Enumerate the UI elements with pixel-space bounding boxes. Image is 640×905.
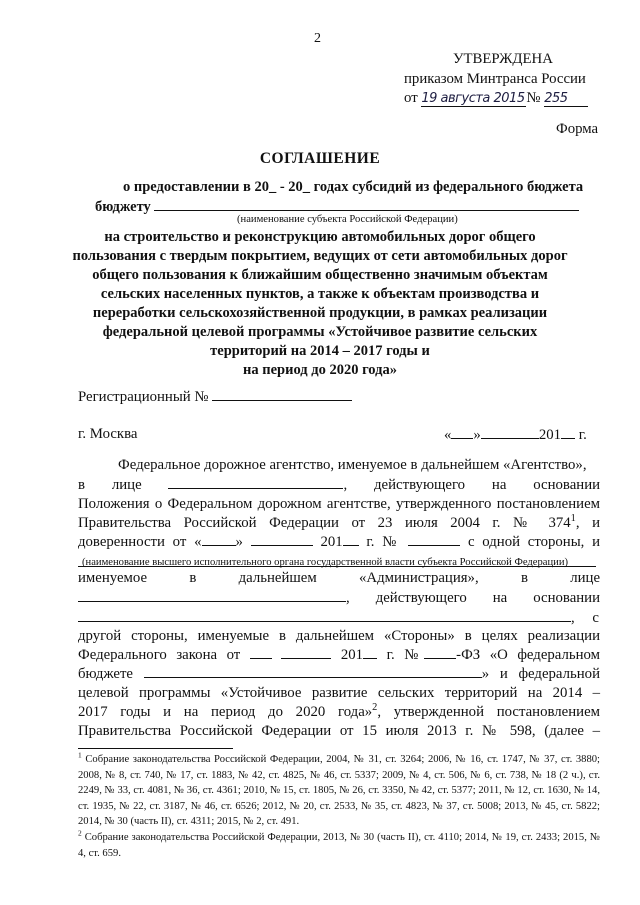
date-year-suffix: г. bbox=[578, 427, 587, 443]
date-close-quote: » bbox=[473, 427, 481, 443]
p2-l2-w3: основании bbox=[533, 590, 601, 606]
p1-l4-b: , и bbox=[575, 515, 600, 531]
p2-l6-b: » и федеральной bbox=[481, 666, 600, 682]
para2-line-3 bbox=[78, 609, 599, 627]
p2-l1-w5: лице bbox=[570, 570, 601, 586]
footnote-1-text: Собрание законодательства Российской Федерации, 2004, № 31, ст. 3264; 2006, № 16, ст. 1747, № 37, ст. 3880; 2008, № 8, ст. 740, № 17, ст. 1883, № 42, ст. 4825, № 46, ст. 5337; 2009, № 4, ст. 506, № 6, ст. 738, № 18 (2 ч.), ст. 2249, № 33, ст. 4081, № 36, ст. 4361; 2010, № 15, ст. 1805, № 26, ст. 3350, № 42, ст. 5377; 2011, № 12, ст. 1630, № 14, ст. 1935, № 22, ст. 3187, № 46, ст. 6526; 2012, № 20, ст. 2533, № 35, ст. 4823, № 37, ст. 5008; 2013, № 45, ст. 5822; 2014, № 30 (часть II), ст. 4311; 2015, № 2, ст. 491. bbox=[78, 754, 601, 828]
p2-l5-c: г. № bbox=[386, 647, 425, 663]
footnote-2-text: Собрание законодательства Российской Федерации, 2013, № 30 (часть II), ст. 4110; 2014, № 19, ст. 2433; 2015, № 4, ст. 659. bbox=[78, 831, 601, 859]
p1-l5-d: г. № bbox=[366, 534, 401, 550]
p2-l3-end: , с bbox=[571, 610, 599, 626]
subtitle-line-4: пользования с твердым покрытием, ведущих от сети автомобильных дорог bbox=[72, 248, 568, 264]
law-year-blank bbox=[363, 646, 377, 659]
footnote-1-num: 1 bbox=[78, 750, 82, 760]
date-year: 201 bbox=[538, 427, 562, 443]
proxy-day-blank bbox=[202, 533, 236, 546]
p1-l5-c: 201 bbox=[320, 534, 343, 550]
subject-caption: (наименование субъекта Российской Федерации) bbox=[237, 214, 458, 225]
para1-line-2 bbox=[78, 476, 600, 495]
subtitle-line-7: переработки сельскохозяйственной продукции, в рамках реализации bbox=[92, 305, 548, 321]
p2-l1-w0: именуемое bbox=[78, 570, 148, 586]
p2-l2-w2: на bbox=[492, 590, 508, 606]
subtitle-line-8: федеральной целевой программы «Устойчивое развитие сельских bbox=[102, 324, 538, 340]
approval-number-handwritten: 255 bbox=[544, 91, 588, 107]
date-year-blank bbox=[561, 426, 575, 439]
para1-line-5 bbox=[78, 533, 600, 552]
subtitle-line-1: о предоставлении в 20_ - 20_ годах субсидий из федерального бюджета bbox=[123, 179, 584, 195]
footnote-separator bbox=[78, 748, 233, 749]
p1-l5-e: с одной стороны, и bbox=[467, 534, 601, 550]
registration-label: Регистрационный № bbox=[78, 389, 209, 405]
footnote-2-num: 2 bbox=[78, 828, 82, 838]
p2-l5-d: -ФЗ «О федеральном bbox=[456, 647, 601, 663]
form-label: Форма bbox=[556, 121, 599, 137]
p2-l8-a: 2017 годы и на период до 2020 года» bbox=[78, 704, 373, 720]
date-month-blank bbox=[481, 426, 539, 439]
p1-l5-b: » bbox=[235, 534, 243, 550]
approval-number-sign: № bbox=[526, 90, 541, 106]
proxy-month-blank bbox=[251, 533, 313, 546]
admin-basis-blank bbox=[78, 609, 571, 622]
approval-date-line bbox=[404, 90, 588, 107]
footnote-1 bbox=[78, 752, 600, 830]
footnote-2 bbox=[78, 830, 600, 861]
p1-l5-a: доверенности от « bbox=[78, 534, 202, 550]
para2-line-4: другой стороны, именуемые в дальнейшем «Стороны» в целях реализации bbox=[78, 628, 600, 644]
city: г. Москва bbox=[78, 426, 138, 442]
page-number: 2 bbox=[314, 31, 321, 46]
date-day-blank bbox=[451, 426, 473, 439]
approval-date-handwritten: 19 августа 2015 bbox=[421, 91, 525, 106]
p2-l5-b: 201 bbox=[340, 647, 364, 663]
subtitle-line-10: на период до 2020 года» bbox=[243, 362, 397, 378]
budget-law-blank bbox=[144, 665, 482, 678]
p1-l2-f: основании bbox=[533, 477, 601, 493]
p1-l4-a: Правительства Российской Федерации от 23 июля 2004 г. № 374 bbox=[78, 515, 571, 531]
p2-l6-a: бюджете bbox=[78, 666, 133, 682]
approval-date-prefix: от bbox=[404, 90, 418, 106]
para2-line-9: Правительства Российской Федерации от 15 июля 2013 г. № 598, (далее – bbox=[78, 723, 600, 739]
para1-line-1: Федеральное дорожное агентство, именуемое в дальнейшем «Агентство», bbox=[118, 457, 587, 473]
p1-l2-d: действующего bbox=[374, 477, 466, 493]
date-line bbox=[444, 426, 587, 444]
p2-l8-b: , утвержденной постановлением bbox=[377, 704, 600, 720]
p2-l2-w1: действующего bbox=[375, 590, 467, 606]
footnotes bbox=[78, 752, 600, 861]
approval-order: приказом Минтранса России bbox=[404, 71, 586, 87]
law-number-blank bbox=[424, 646, 456, 659]
para1-line-3: Положения о Федеральном дорожном агентстве, утвержденного постановлением bbox=[78, 496, 600, 512]
para2-line-2 bbox=[78, 589, 600, 608]
p2-l2-w0: , bbox=[346, 590, 350, 606]
footnote-ref-1: 1 bbox=[570, 513, 576, 525]
para2-line-6 bbox=[78, 665, 600, 684]
footnote-ref-2: 2 bbox=[372, 702, 378, 714]
admin-representative-blank bbox=[78, 589, 346, 602]
p2-l1-w1: в bbox=[189, 570, 197, 586]
p1-l2-b: лице bbox=[111, 477, 142, 493]
p2-l1-w4: в bbox=[520, 570, 528, 586]
registration-line bbox=[78, 388, 352, 406]
subtitle-line-5: общего пользования к ближайшим общественно значимым объектам bbox=[92, 267, 548, 283]
registration-blank bbox=[212, 388, 352, 401]
authority-caption: (наименование высшего исполнительного органа государственной власти субъекта Российской Федерации) bbox=[82, 557, 569, 568]
para2-line-5 bbox=[78, 646, 600, 665]
proxy-year-blank bbox=[343, 533, 359, 546]
law-month-blank bbox=[281, 646, 331, 659]
para1-line-4 bbox=[78, 514, 600, 533]
approval-title: УТВЕРЖДЕНА bbox=[453, 51, 553, 67]
p1-l2-e: на bbox=[491, 477, 507, 493]
p2-l1-w3: «Администрация», bbox=[359, 570, 479, 586]
subtitle-budget-prefix: бюджету bbox=[95, 199, 151, 215]
subject-blank bbox=[154, 198, 579, 211]
p2-l5-a: Федерального закона от bbox=[78, 647, 241, 663]
representative-blank bbox=[168, 476, 343, 489]
date-open-quote: « bbox=[444, 427, 452, 443]
para2-line-8 bbox=[78, 703, 600, 722]
para2-line-7: целевой программы «Устойчивое развитие сельских территорий на 2014 – bbox=[78, 685, 600, 701]
p2-l1-w2: дальнейшем bbox=[238, 570, 317, 586]
para2-line-1 bbox=[78, 569, 600, 588]
law-day-blank bbox=[250, 646, 272, 659]
subtitle-line-9: территорий на 2014 – 2017 годы и bbox=[210, 343, 430, 359]
proxy-number-blank bbox=[408, 533, 460, 546]
subtitle-line-3: на строительство и реконструкцию автомобильных дорог общего bbox=[104, 229, 536, 245]
p1-l2-c: , bbox=[343, 477, 348, 493]
subtitle-line-6: сельских населенных пунктов, а также к объектам производства и bbox=[100, 286, 540, 302]
document-title: СОГЛАШЕНИЕ bbox=[259, 150, 381, 167]
p1-l2-a: в bbox=[78, 477, 85, 493]
